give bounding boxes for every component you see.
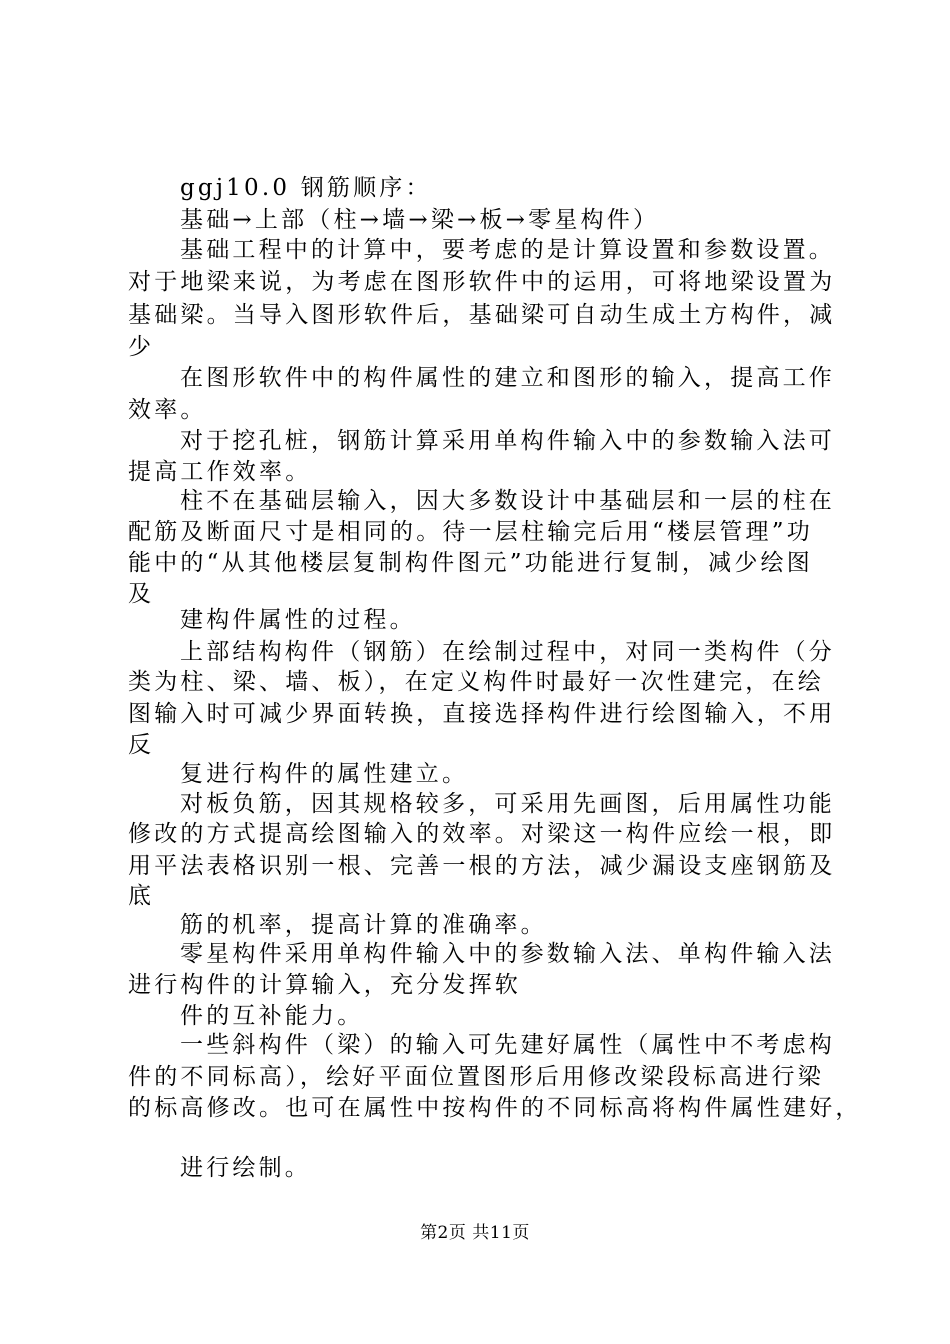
text-line: 图输入时可减少界面转换，直接选择构件进行绘图输入，不用 [128,701,836,727]
text-line: 能中的“从其他楼层复制构件图元”功能进行复制，减少绘图 [128,550,813,576]
text-line: 上部结构构件（钢筋）在绘制过程中，对同一类构件（分 [180,639,835,665]
text-line: 建构件属性的过程。 [180,607,416,633]
text-line: 反 [128,732,155,758]
text-line: 件的不同标高），绘好平面位置图形后用修改梁段标高进行梁 [128,1064,824,1090]
text-line: 对板负筋，因其规格较多，可采用先画图，后用属性功能 [180,791,835,817]
text-line: 进行绘制。 [180,1155,311,1181]
text-line: 对于挖孔桩，钢筋计算采用单构件输入中的参数输入法可 [180,428,835,454]
text-line: 柱不在基础层输入，因大多数设计中基础层和一层的柱在 [180,488,835,514]
text-line: 底 [128,883,155,909]
text-line: 配筋及断面尺寸是相同的。待一层柱输完后用“楼层管理”功 [128,519,813,545]
text-line: 进行构件的计算输入，充分发挥软 [128,972,521,998]
text-line: 基础工程中的计算中，要考虑的是计算设置和参数设置。 [180,237,835,263]
text-line: 基础→上部（柱→墙→梁→板→零星构件） [180,207,660,233]
text-line: 提高工作效率。 [128,459,312,485]
text-line: 效率。 [128,397,207,423]
text-line: ggj10.0 钢筋顺序： [180,175,432,201]
text-line: 及 [128,581,155,607]
text-line: 复进行构件的属性建立。 [180,761,469,787]
text-line: 基础梁。当导入图形软件后，基础梁可自动生成土方构件，减 [128,302,836,328]
text-line: 件的互补能力。 [180,1003,364,1029]
text-line: 在图形软件中的构件属性的建立和图形的输入，提高工作 [180,365,835,391]
text-line: 修改的方式提高绘图输入的效率。对梁这一构件应绘一根，即 [128,821,836,847]
text-line: 的标高修改。也可在属性中按构件的不同标高将构件属性建好， [128,1095,862,1121]
page-number: 第2页 共11页 [420,1223,530,1243]
text-line: 一些斜构件（梁）的输入可先建好属性（属性中不考虑构 [180,1032,835,1058]
text-line: 用平法表格识别一根、完善一根的方法，减少漏设支座钢筋及 [128,853,836,879]
text-line: 零星构件采用单构件输入中的参数输入法、单构件输入法 [180,941,835,967]
text-line: 筋的机率，提高计算的准确率。 [180,912,547,938]
text-line: 少 [128,334,155,360]
text-line: 对于地梁来说，为考虑在图形软件中的运用，可将地梁设置为 [128,269,836,295]
text-line: 类为柱、梁、墙、板），在定义构件时最好一次性建完，在绘 [128,669,824,695]
